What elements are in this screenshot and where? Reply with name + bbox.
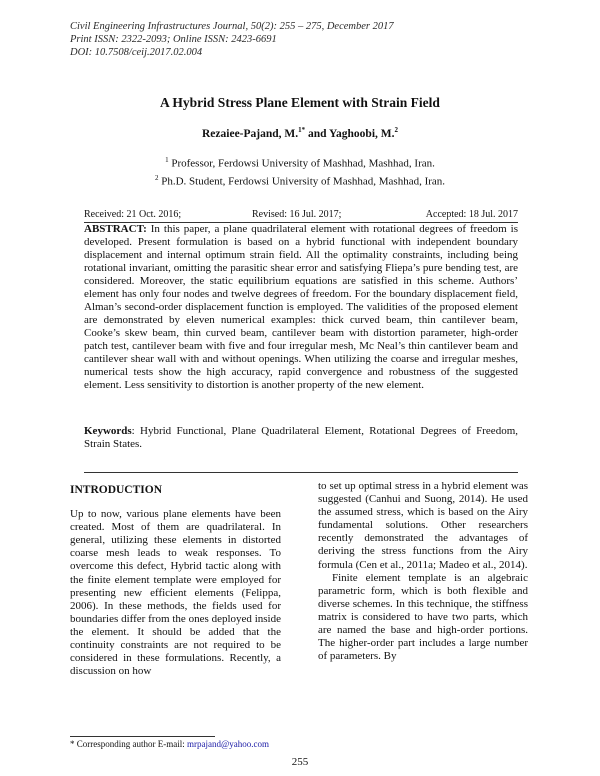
author-line — [0, 126, 600, 140]
corresponding-email: mrpajand@yahoo.com — [186, 739, 269, 749]
keywords-text: : Hybrid Functional, Plane Quadrilateral Element, Rotational Degrees of Freedom, Strain States. — [84, 425, 518, 450]
journal-issn: Print ISSN: 2322-2093; Online ISSN: 2423-6691 — [70, 34, 277, 45]
introduction-paragraph-2: to set up optimal stress in a hybrid element was suggested (Canhui and Suong, 2014). He used the assumed stress, which is based on the Airy fundamental solutions. Other researchers recently demonstrated the advantages of deriving the stress functions from the Airy formula (Cen et al., 2011a; Madeo et al., 2014). — [318, 480, 528, 571]
keywords-bottom-rule — [84, 472, 518, 473]
keywords-label: Keywords — [84, 425, 132, 437]
journal-header — [70, 20, 530, 59]
right-column — [318, 480, 528, 663]
affiliation-2-mark: 2 — [154, 173, 159, 182]
footnote — [70, 739, 269, 749]
journal-citation: Civil Engineering Infrastructures Journal, 50(2): 255 – 275, December 2017 — [70, 21, 394, 32]
abstract — [84, 223, 518, 392]
affiliation-2 — [0, 171, 600, 189]
affiliation-1 — [0, 153, 600, 171]
affiliation-2-text: Ph.D. Student, Ferdowsi University of Mashhad, Mashhad, Iran. — [158, 175, 446, 188]
author-1-mark: 1* — [298, 126, 306, 134]
introduction-paragraph-3: Finite element template is an algebraic parametric form, which is both flexible and diverse schemes. In this technique, the stiffness matrix is considered to have two parts, which are named the base and high-order portions. The higher-order part includes a large number of parameters. By — [318, 571, 528, 663]
affiliation-1-text: Professor, Ferdowsi University of Mashhad, Mashhad, Iran. — [168, 157, 435, 170]
abstract-label: ABSTRACT: — [84, 223, 147, 235]
journal-doi: DOI: 10.7508/ceij.2017.02.004 — [70, 47, 203, 58]
date-accepted: Accepted: 18 Jul. 2017 — [425, 209, 518, 220]
affiliations — [0, 153, 600, 188]
introduction-paragraph-1: Up to now, various plane elements have been created. Most of them are quadrilateral. In general, utilizing these elements in distorted coarse mesh leads to weak responses. To overcome this defect, Hybrid tactic along with the finite element template were employed for presenting new efficient elements (Felippa, 2006). In these methods, the fields used for boundaries differ from the ones deployed inside the element. It should be added that the continuity constraints are not required to be considered in these formulations. Recently, a discussion on how — [70, 508, 281, 678]
page-number: 255 — [291, 756, 309, 768]
footnote-text: * Corresponding author E-mail: — [70, 739, 187, 749]
keywords — [84, 425, 518, 451]
footnote-rule — [70, 736, 215, 737]
date-received: Received: 21 Oct. 2016; — [84, 209, 182, 220]
introduction-heading: INTRODUCTION — [70, 484, 163, 496]
date-revised: Revised: 16 Jul. 2017; — [252, 209, 342, 220]
paper-title: A Hybrid Stress Plane Element with Strain Field — [160, 95, 440, 110]
affiliation-1-mark: 1 — [165, 156, 169, 164]
author-1: Rezaiee-Pajand, M. — [202, 127, 299, 140]
abstract-text: In this paper, a plane quadrilateral element with rotational degrees of freedom is developed. Present formulation is based on a hybrid functional with independent boundary displacement and internal optimum strain field. All the optimality constraints, including being rotational invariant, omitting the parasitic shear error and satisfying Fliepa’s pure bending test, are considered. Moreover, the static equilibrium equations are satisfied in this scheme. Authors’ element has only four nodes and twelve degrees of freedom. For the boundary displacement field, Alman’s second-order displacement function is employed. The validities of the proposed element are demonstrated by eleven numerical examples: thick curved beam, thin cantilever beam, Cooke’s skew beam, thin curved beam, cantilever beam with distortion parameter, high-order patch test, cantilever beam with five and four irregular mesh, Mc Neal’s thin cantilever beam and cantilever shear wall with and without openings. When utilizing the coarse and irregular meshes, numerical tests show the high accuracy, rapid convergence and robustness of the suggested element. Less sensitivity to distortion is another property of the new element. — [84, 223, 518, 391]
author-joiner: and — [305, 127, 329, 140]
left-column — [70, 480, 281, 678]
author-2: Yaghoobi, M. — [329, 127, 395, 140]
author-2-mark: 2 — [394, 126, 398, 134]
